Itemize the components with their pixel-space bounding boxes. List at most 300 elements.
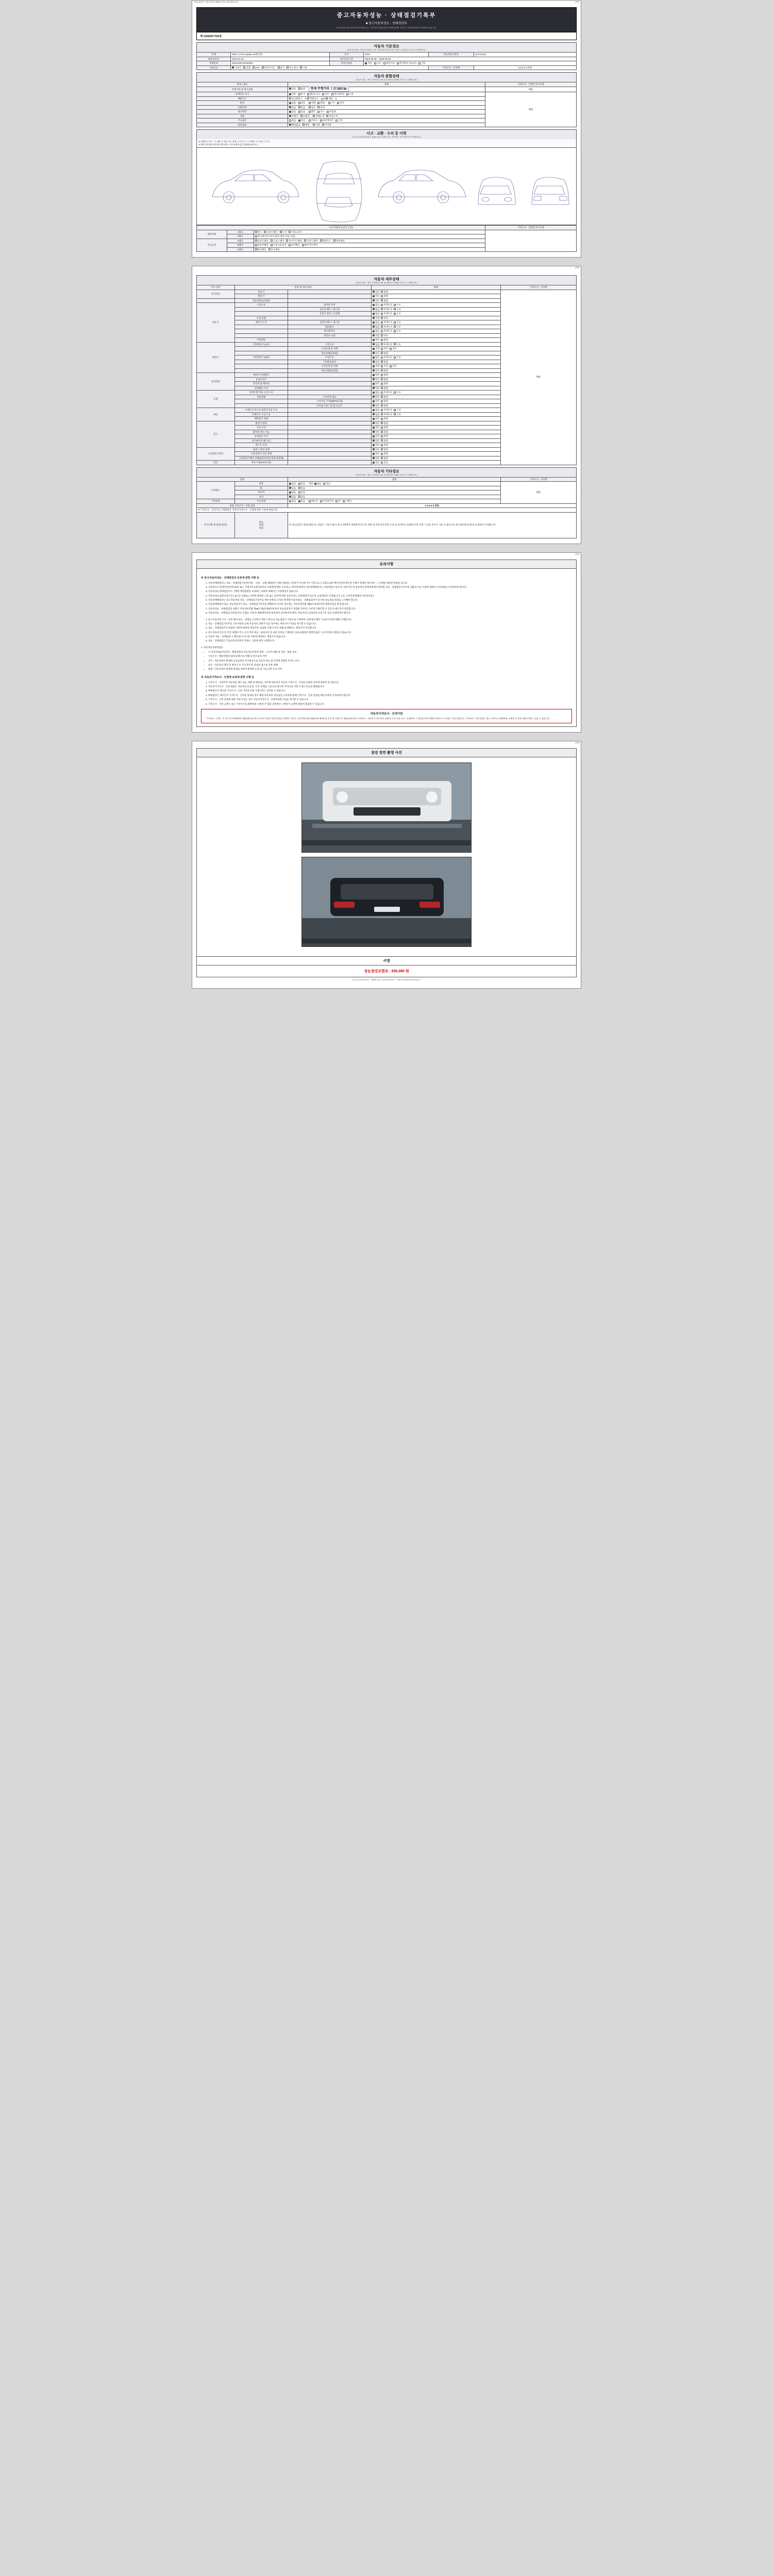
checkbox-state-option[interactable] xyxy=(381,439,383,442)
option-label: 이행 xyxy=(315,123,320,126)
checkbox-vin-altered[interactable] xyxy=(331,93,333,95)
checkbox-tuning-illegal[interactable] xyxy=(317,102,320,104)
checkbox-state-option[interactable] xyxy=(373,330,375,332)
checkbox-state-option[interactable] xyxy=(373,422,375,424)
total-price-label: 최종 가격조사 · 산정 금액 xyxy=(197,503,288,508)
checkbox-color-full-paint[interactable] xyxy=(313,115,315,117)
detail-subitem-label: 타이로드엔드 및 볼 조인트 xyxy=(288,403,371,408)
checkbox-state-option[interactable] xyxy=(381,334,383,336)
list-item: 6. 가격조사 · 산정 금액은 참고 가격이므로 판매자와 구매자 간 협의 과정에서 구매자가 금액에 대하여 협의할 수 있습니다. xyxy=(208,703,572,706)
checkbox-state-option[interactable] xyxy=(381,343,383,345)
detail-item-label: 작동상태 (공회전) xyxy=(234,298,288,303)
checkbox-fuel-hydrogen[interactable] xyxy=(287,66,289,69)
checkbox-state-option[interactable] xyxy=(390,348,392,350)
checkbox-usage-yes[interactable] xyxy=(298,111,300,113)
checkbox-state-option[interactable] xyxy=(381,365,383,367)
checkbox-state-option[interactable] xyxy=(394,308,396,310)
checkbox-option-sunroof[interactable] xyxy=(309,120,311,122)
option-label: 미세누유 xyxy=(383,308,393,311)
detail-state-cell xyxy=(371,412,500,417)
option-label: 있음 xyxy=(300,482,306,485)
checkbox-state-option[interactable] xyxy=(390,365,392,367)
checkbox-fuel-hybrid[interactable] xyxy=(262,66,264,69)
checkbox-usage-none[interactable] xyxy=(289,111,291,113)
basic-info-table xyxy=(196,52,577,70)
checkbox-tuning-device[interactable] xyxy=(337,102,339,104)
row-label-options: 주요옵션 xyxy=(197,118,288,123)
detail-subitem-label xyxy=(288,391,371,395)
inspection-photo-front[interactable] xyxy=(301,762,472,853)
list-item: 4. 자동차성능상태 보증기간 ( 30 일 / 2천㎞ ) 이내에 발생한 고장 또는 하자에 대한 보증수리는 보증책임이 있으며, 보증책임이 인정됩니다. ( 단, 소비자분쟁해결기준에 따름 ) xyxy=(208,595,572,598)
checkbox-state-option[interactable] xyxy=(381,378,383,380)
checkbox-state-option[interactable] xyxy=(373,404,375,406)
detail-item-label: 자동변속기 (A/T) xyxy=(234,342,288,347)
checkbox-jack[interactable] xyxy=(335,500,341,502)
checkbox-hood[interactable] xyxy=(255,231,257,233)
checkbox-state-option[interactable] xyxy=(381,304,383,306)
checkbox-tuning-legal[interactable] xyxy=(309,102,311,104)
checkbox-basic-none[interactable] xyxy=(289,500,291,502)
checkbox-fuel-gasoline[interactable] xyxy=(232,66,234,69)
checkbox-state-option[interactable] xyxy=(373,308,375,310)
option-label: 해당 xyxy=(305,123,310,126)
col-head-price: 가격조사 · 산정액 xyxy=(500,285,576,290)
checkbox-state-option[interactable] xyxy=(381,313,383,315)
checkbox-trunk-lid[interactable] xyxy=(289,231,291,233)
detail-subitem-label xyxy=(288,290,371,294)
checkbox-state-option[interactable] xyxy=(373,357,375,359)
list-item: 1. 중고자동차의 구조 · 장치 별의 성능 · 상태를 고지하기 위한 기준으로 성능점검시 기준으로 기재하며, 외부에서 확인 가능한 부분에 대해 기재합니다. xyxy=(208,618,572,621)
checkbox-state-option[interactable] xyxy=(373,291,375,293)
checkbox-vin-corroded[interactable] xyxy=(298,93,300,95)
checkbox-package-tray[interactable] xyxy=(302,244,304,246)
checkbox-state-option[interactable] xyxy=(373,295,375,297)
checkbox-state-option[interactable] xyxy=(394,409,396,411)
rank-label-1: 1랭크 xyxy=(227,230,254,234)
option-label: 미세누유 xyxy=(383,356,393,359)
table-row xyxy=(197,512,577,538)
checkbox-special-yes[interactable] xyxy=(298,106,300,108)
checkbox-state-option[interactable] xyxy=(373,334,375,336)
inspection-fee: 성능점검보험료 : 936,980 원 xyxy=(196,965,577,977)
checkbox-state-option[interactable] xyxy=(373,413,375,415)
car-damage-diagram[interactable] xyxy=(196,148,577,225)
checkbox-state-option[interactable] xyxy=(381,392,383,394)
checkbox-state-option[interactable] xyxy=(373,361,375,363)
option-label: 불량 xyxy=(383,374,388,376)
checkbox-option-etc[interactable] xyxy=(335,120,338,122)
checkbox-rear-panel[interactable] xyxy=(289,244,291,246)
row-label-tire: 타이어 xyxy=(234,490,288,495)
checkbox-roof-panel[interactable] xyxy=(268,248,271,250)
detail-subitem-label xyxy=(288,412,371,417)
checkbox-state-option[interactable] xyxy=(381,291,383,293)
checkbox-inside-panel[interactable] xyxy=(286,240,288,242)
checkbox-state-option[interactable] xyxy=(381,457,383,459)
checkbox-odo-bad[interactable] xyxy=(298,88,300,90)
option-label: 누유 xyxy=(396,413,401,416)
checkbox-state-option[interactable] xyxy=(381,326,383,328)
checkbox-fuel-diesel[interactable] xyxy=(243,66,245,69)
row-value-exterior xyxy=(288,482,500,486)
checkbox-state-option[interactable] xyxy=(394,343,396,345)
checkbox-state-option[interactable] xyxy=(381,435,383,437)
checkbox-state-option[interactable] xyxy=(373,444,375,446)
checkbox-state-option[interactable] xyxy=(381,308,383,310)
checkbox-recall-not-done[interactable] xyxy=(322,124,324,126)
checkbox-floor-panel[interactable] xyxy=(255,244,257,246)
checkbox-state-option[interactable] xyxy=(394,321,396,324)
checkbox-wheel-yes[interactable] xyxy=(298,487,300,489)
option-label: 디젤 xyxy=(246,66,250,69)
photo-gallery xyxy=(196,757,577,957)
checkbox-state-option[interactable] xyxy=(381,453,383,455)
checkbox-state-option[interactable] xyxy=(381,396,383,398)
checkbox-state-option[interactable] xyxy=(373,457,375,459)
checkbox-state-option[interactable] xyxy=(381,383,383,385)
checkbox-state-option[interactable] xyxy=(373,365,375,367)
checkbox-fuel-lpg[interactable] xyxy=(253,66,255,69)
row-value-special-history xyxy=(288,105,485,110)
checkbox-state-option[interactable] xyxy=(373,369,375,371)
option-label: 선루프 xyxy=(311,119,318,122)
checkbox-state-option[interactable] xyxy=(373,396,375,398)
detail-item-label: 커먼레일 xyxy=(234,338,288,343)
checkbox-recall-done[interactable] xyxy=(313,124,315,126)
checkbox-state-option[interactable] xyxy=(373,299,375,301)
checkbox-option-yes[interactable] xyxy=(298,120,300,122)
page-2 xyxy=(192,266,581,544)
checkbox-recall-yes[interactable] xyxy=(303,124,305,126)
table-row xyxy=(197,65,577,70)
checkbox-side-member[interactable] xyxy=(304,240,306,242)
option-label: 없음 xyxy=(291,482,296,485)
checkbox-state-option[interactable] xyxy=(381,369,383,371)
checkbox-usage-business[interactable] xyxy=(327,111,329,113)
table-row xyxy=(197,57,577,61)
checkbox-usage-lease[interactable] xyxy=(317,111,320,113)
table-row xyxy=(197,290,577,294)
checkbox-state-option[interactable] xyxy=(381,413,383,415)
checkbox-state-option[interactable] xyxy=(373,304,375,306)
checkbox-vin-good[interactable] xyxy=(289,93,291,95)
checkbox-state-option[interactable] xyxy=(373,378,375,380)
option-label: 매뉴얼 xyxy=(311,500,318,502)
checkbox-fuel-etc[interactable] xyxy=(300,66,302,69)
page-3 xyxy=(192,552,581,733)
checkbox-vin-erased[interactable] xyxy=(346,93,348,95)
detail-subitem-label: 실린더 블록 / 오일팬 xyxy=(288,312,371,316)
checkbox-transmission-etc[interactable] xyxy=(418,62,421,64)
detail-subitem-label xyxy=(288,316,371,320)
field-label-first-reg: 최초등록일 xyxy=(197,57,231,61)
option-label: 적정 xyxy=(375,334,380,337)
option-label: 구조 xyxy=(330,101,335,104)
checkbox-exterior-yes[interactable] xyxy=(298,483,300,485)
checkbox-state-option[interactable] xyxy=(373,321,375,324)
checkbox-state-option[interactable] xyxy=(381,321,383,324)
checkbox-state-option[interactable] xyxy=(381,317,383,319)
checkbox-state-option[interactable] xyxy=(381,462,383,464)
detail-item-label: 디퍼렌셜 기어 xyxy=(234,386,288,391)
field-label-transmission: 변속기종류 xyxy=(329,61,363,66)
checkbox-state-option[interactable] xyxy=(373,462,375,464)
checkbox-state-option[interactable] xyxy=(394,304,396,306)
checkbox-triangle[interactable] xyxy=(320,500,322,502)
emission-co-unit: % xyxy=(305,97,307,100)
list-item: 5. 자동차매매업자는 중고자동차의 성능 · 상태점검기록부를 매수인에게 고지할 때 현행 자동차성능 · 상태점검자가 실시한 성능점검 결과를 고지해야 합니다. xyxy=(208,599,572,602)
option-label: 양호 xyxy=(375,382,380,385)
field-value-price: 0 0 0 0 0 만원 xyxy=(474,65,576,70)
checkbox-state-option[interactable] xyxy=(381,448,383,450)
checkbox-spanner[interactable] xyxy=(343,500,345,502)
row-label-emissions: 배출가스 xyxy=(197,96,288,101)
checkbox-glass-none[interactable] xyxy=(289,496,291,498)
page-header-line-4 xyxy=(192,741,581,745)
checkbox-state-option[interactable] xyxy=(373,439,375,442)
checkbox-transmission-semi[interactable] xyxy=(383,62,385,64)
checkbox-state-option[interactable] xyxy=(373,431,375,433)
checkbox-interior-yes[interactable] xyxy=(323,483,325,485)
checkbox-state-option[interactable] xyxy=(381,431,383,433)
checkbox-color-achromatic[interactable] xyxy=(289,115,291,117)
checkbox-wheel-house[interactable] xyxy=(320,240,322,242)
accident-note-cell xyxy=(485,230,577,252)
field-label-car-name: 차 명 xyxy=(197,53,231,57)
detail-item-label xyxy=(234,368,288,373)
option-label: 양호 xyxy=(375,452,380,455)
checkbox-state-option[interactable] xyxy=(381,409,383,411)
checkbox-state-option[interactable] xyxy=(373,409,375,411)
option-label: 잭 xyxy=(338,500,341,502)
checkbox-front-panel[interactable] xyxy=(255,240,257,242)
detail-state-cell xyxy=(371,364,500,369)
option-label: 없음 xyxy=(291,495,296,498)
checkbox-state-option[interactable] xyxy=(373,418,375,420)
detail-subitem-label xyxy=(288,461,371,465)
option-label: 불량 xyxy=(383,290,388,293)
checkbox-state-option[interactable] xyxy=(373,352,375,354)
option-label: 세미오토 xyxy=(385,62,395,64)
option-label: 양호 xyxy=(375,456,380,460)
field-value-year: 2015 xyxy=(364,53,428,57)
checkbox-state-option[interactable] xyxy=(394,330,396,332)
checkbox-state-option[interactable] xyxy=(381,339,383,341)
checkbox-state-option[interactable] xyxy=(381,404,383,406)
checkbox-radiator-support[interactable] xyxy=(255,235,257,238)
option-label: 누수 xyxy=(396,330,401,332)
checkbox-state-option[interactable] xyxy=(373,339,375,341)
option-label: 불량 xyxy=(383,382,388,385)
checkbox-state-option[interactable] xyxy=(394,313,396,315)
checkbox-color-chromatic[interactable] xyxy=(300,115,303,117)
option-label: 양호 xyxy=(375,395,380,398)
checkbox-tire-none[interactable] xyxy=(289,492,291,494)
checkbox-transmission-cvt[interactable] xyxy=(397,62,399,64)
checkbox-special-none[interactable] xyxy=(289,106,291,108)
checkbox-state-option[interactable] xyxy=(373,317,375,319)
detail-item-label: 실내송풍 모터 xyxy=(234,434,288,439)
list-item: 3. 매매업자가 제시한 가격조사 · 산정 가격과 실제 거래가격은 상이할 수 있습니다. xyxy=(208,689,572,692)
checkbox-state-option[interactable] xyxy=(373,348,375,350)
detail-subitem-label: 오일누유 xyxy=(288,355,371,360)
detail-subitem-label: 워터펌프 xyxy=(288,325,371,329)
checkbox-state-option[interactable] xyxy=(381,330,383,332)
option-label: 화재 xyxy=(320,106,325,109)
option-label: 있음 xyxy=(300,495,306,498)
detail-subitem-label: 오일유량 및 상태 xyxy=(288,347,371,351)
checkbox-state-option[interactable] xyxy=(373,392,375,394)
checkbox-option-none[interactable] xyxy=(289,120,291,122)
checkbox-tuning-none[interactable] xyxy=(289,102,291,104)
signature-title[interactable]: 서명 xyxy=(196,957,577,965)
checkbox-state-option[interactable] xyxy=(381,361,383,363)
checkbox-dash-panel[interactable] xyxy=(333,240,335,242)
detail-item-label: 연료 누출(LPG포함) xyxy=(234,461,288,465)
option-label: 불량 xyxy=(383,338,388,341)
notice-subhead-1: ※ 중고자동차성능 · 상태점검의 보증에 관한 사항 등 xyxy=(201,576,259,580)
checkbox-state-option[interactable] xyxy=(381,400,383,402)
list-item: 2. 성능 · 상태점검기록부의 기록사항과 실제 자동차의 상태가 다를 경우에는 매수인이 이의를 제기할 수 있습니다. xyxy=(208,622,572,625)
checkbox-fuel-electric[interactable] xyxy=(278,66,280,69)
option-label: 전체도색 xyxy=(315,114,325,117)
form-reference: 자동차관리법 시행규칙 [별지 제82호서식] <개정 2021.1.19.> xyxy=(194,1,239,3)
checkbox-state-option[interactable] xyxy=(381,295,383,297)
detail-item-label: 냉각수 누수 xyxy=(234,320,288,325)
checkbox-state-option[interactable] xyxy=(373,383,375,385)
option-label: 스패너 xyxy=(345,500,352,502)
checkbox-tuning-structure[interactable] xyxy=(328,102,330,104)
checkbox-door[interactable] xyxy=(280,231,282,233)
detail-state-cell xyxy=(371,355,500,360)
checkbox-state-option[interactable] xyxy=(381,422,383,424)
checkbox-state-option[interactable] xyxy=(394,413,396,415)
checkbox-state-option[interactable] xyxy=(381,357,383,359)
outer-rank2-items xyxy=(254,234,485,239)
option-label: 인사이드패널 xyxy=(289,239,302,242)
option-label: 미세누유 xyxy=(383,312,393,315)
car-diagram-svg xyxy=(197,148,577,225)
checkbox-emission-hc[interactable] xyxy=(307,97,309,99)
field-label-plate: 자동차등록번호 xyxy=(428,53,474,57)
checkbox-state-option[interactable] xyxy=(373,374,375,376)
detail-group-label: 원동기 xyxy=(197,303,235,343)
checkbox-tuning-yes[interactable] xyxy=(298,102,300,104)
checkbox-state-option[interactable] xyxy=(381,387,383,389)
checkbox-basic-yes[interactable] xyxy=(298,500,300,502)
checkbox-state-option[interactable] xyxy=(394,392,396,394)
checkbox-cross-member[interactable] xyxy=(271,240,273,242)
checkbox-front-fender[interactable] xyxy=(264,231,266,233)
checkbox-interior-none[interactable] xyxy=(314,483,316,485)
option-label: 부족 xyxy=(383,365,388,367)
option-label: 부식 xyxy=(300,93,306,95)
checkbox-state-option[interactable] xyxy=(373,400,375,402)
checkbox-emission-co[interactable] xyxy=(289,97,291,99)
checkbox-wheel-none[interactable] xyxy=(289,487,291,489)
checkbox-state-option[interactable] xyxy=(394,357,396,359)
checkbox-state-option[interactable] xyxy=(381,444,383,446)
checkbox-vin-damaged[interactable] xyxy=(307,93,309,95)
option-label: 불량 xyxy=(383,404,388,407)
special-notes-value[interactable]: 반 성능점검이 출하니(하나는 말씀드 거울 부품이 중고나제에서 세차하여 중고차 적용 및 부분적인 관련 도로 토 되 탈이노동회에 이관 지면 그나로 부서가 기름 수 없으므로 중고장차업 등에 또 유의하시기 바랍니다. xyxy=(288,512,576,538)
row-value-tuning xyxy=(288,101,485,106)
checkbox-pillar-panel[interactable] xyxy=(255,248,257,250)
checkbox-odo-good[interactable] xyxy=(289,88,291,90)
checkbox-manual[interactable] xyxy=(309,500,311,502)
option-label: LPG xyxy=(255,66,260,69)
checkbox-state-option[interactable] xyxy=(381,374,383,376)
checkbox-state-option[interactable] xyxy=(373,453,375,455)
checkbox-tire-yes[interactable] xyxy=(298,492,300,494)
photo-section-title: 점검 장면 촬영 사진 xyxy=(196,748,577,757)
photo-footnote: [ ※ ] 중고자동차성능 · 상태를 권리, [ 자동차가격조사 · 산정 ] 사업자용 확인란입니다. xyxy=(352,979,421,981)
field-label-inspection: 검사유효기간 xyxy=(329,57,363,61)
checkbox-state-option[interactable] xyxy=(381,348,383,350)
detail-state-cell xyxy=(371,294,500,299)
checkbox-vin-diff[interactable] xyxy=(322,93,324,95)
option-label: 없음 xyxy=(375,343,380,346)
checkbox-state-option[interactable] xyxy=(373,448,375,450)
detail-state-cell xyxy=(371,307,500,312)
checkbox-trunk-floor[interactable] xyxy=(271,244,273,246)
checkbox-state-option[interactable] xyxy=(373,343,375,345)
checkbox-transmission-manual[interactable] xyxy=(374,62,376,64)
detail-state-cell xyxy=(371,333,500,338)
row-value-usage-change xyxy=(288,110,485,114)
detail-item-label: 작동상태 xyxy=(234,395,288,399)
checkbox-state-option[interactable] xyxy=(373,387,375,389)
option-label: 훼손(오손) xyxy=(310,93,321,95)
inspection-photo-rear[interactable] xyxy=(301,857,472,947)
option-label: 있음 xyxy=(300,486,306,489)
col-head-item2: 항목 및 성능상태 xyxy=(234,285,371,290)
checkbox-glass-yes[interactable] xyxy=(298,496,300,498)
checkbox-state-option[interactable] xyxy=(381,427,383,429)
detail-item-label xyxy=(234,347,288,351)
accident-legend-line1: ※ 상태표시 부호 : ⓧ 교환, ⓦ 판금 또는 용접, ⓒ 부식, ⓢ 스크래치, ⓐ 요철, ⓒ 손상 xyxy=(198,141,270,143)
detail-subitem-label xyxy=(288,377,371,382)
checkbox-option-navigation[interactable] xyxy=(320,120,322,122)
option-label: 없음 xyxy=(291,500,296,502)
checkbox-special-flood[interactable] xyxy=(309,106,311,108)
option-label: 과다 xyxy=(392,365,397,367)
checkbox-state-option[interactable] xyxy=(381,352,383,354)
checkbox-state-option[interactable] xyxy=(373,313,375,315)
checkbox-recall-na[interactable] xyxy=(289,124,291,126)
option-label: 있음 xyxy=(300,101,306,104)
checkbox-exterior-none[interactable] xyxy=(289,483,291,485)
detail-item-label: 등속조인트 xyxy=(234,377,288,382)
checkbox-state-option[interactable] xyxy=(381,418,383,420)
checkbox-emission-smoke[interactable] xyxy=(326,97,328,99)
option-label: 양호 xyxy=(375,439,380,442)
checkbox-state-option[interactable] xyxy=(394,326,396,328)
checkbox-color-partial-paint[interactable] xyxy=(326,115,328,117)
checkbox-state-option[interactable] xyxy=(373,427,375,429)
notice-bullet-head: 1. 자동차등록원부(갑) : xyxy=(201,646,224,649)
checkbox-transmission-auto[interactable] xyxy=(365,62,367,64)
detail-subitem-label xyxy=(288,430,371,434)
checkbox-state-option[interactable] xyxy=(373,435,375,437)
checkbox-usage-rent[interactable] xyxy=(309,111,311,113)
checkbox-special-fire[interactable] xyxy=(317,106,320,108)
checkbox-state-option[interactable] xyxy=(381,299,383,301)
checkbox-state-option[interactable] xyxy=(373,326,375,328)
option-label: 불법 xyxy=(320,101,325,104)
detail-group-label: 자가진단 xyxy=(197,290,235,298)
etc-note-value: 해당 xyxy=(536,491,541,494)
